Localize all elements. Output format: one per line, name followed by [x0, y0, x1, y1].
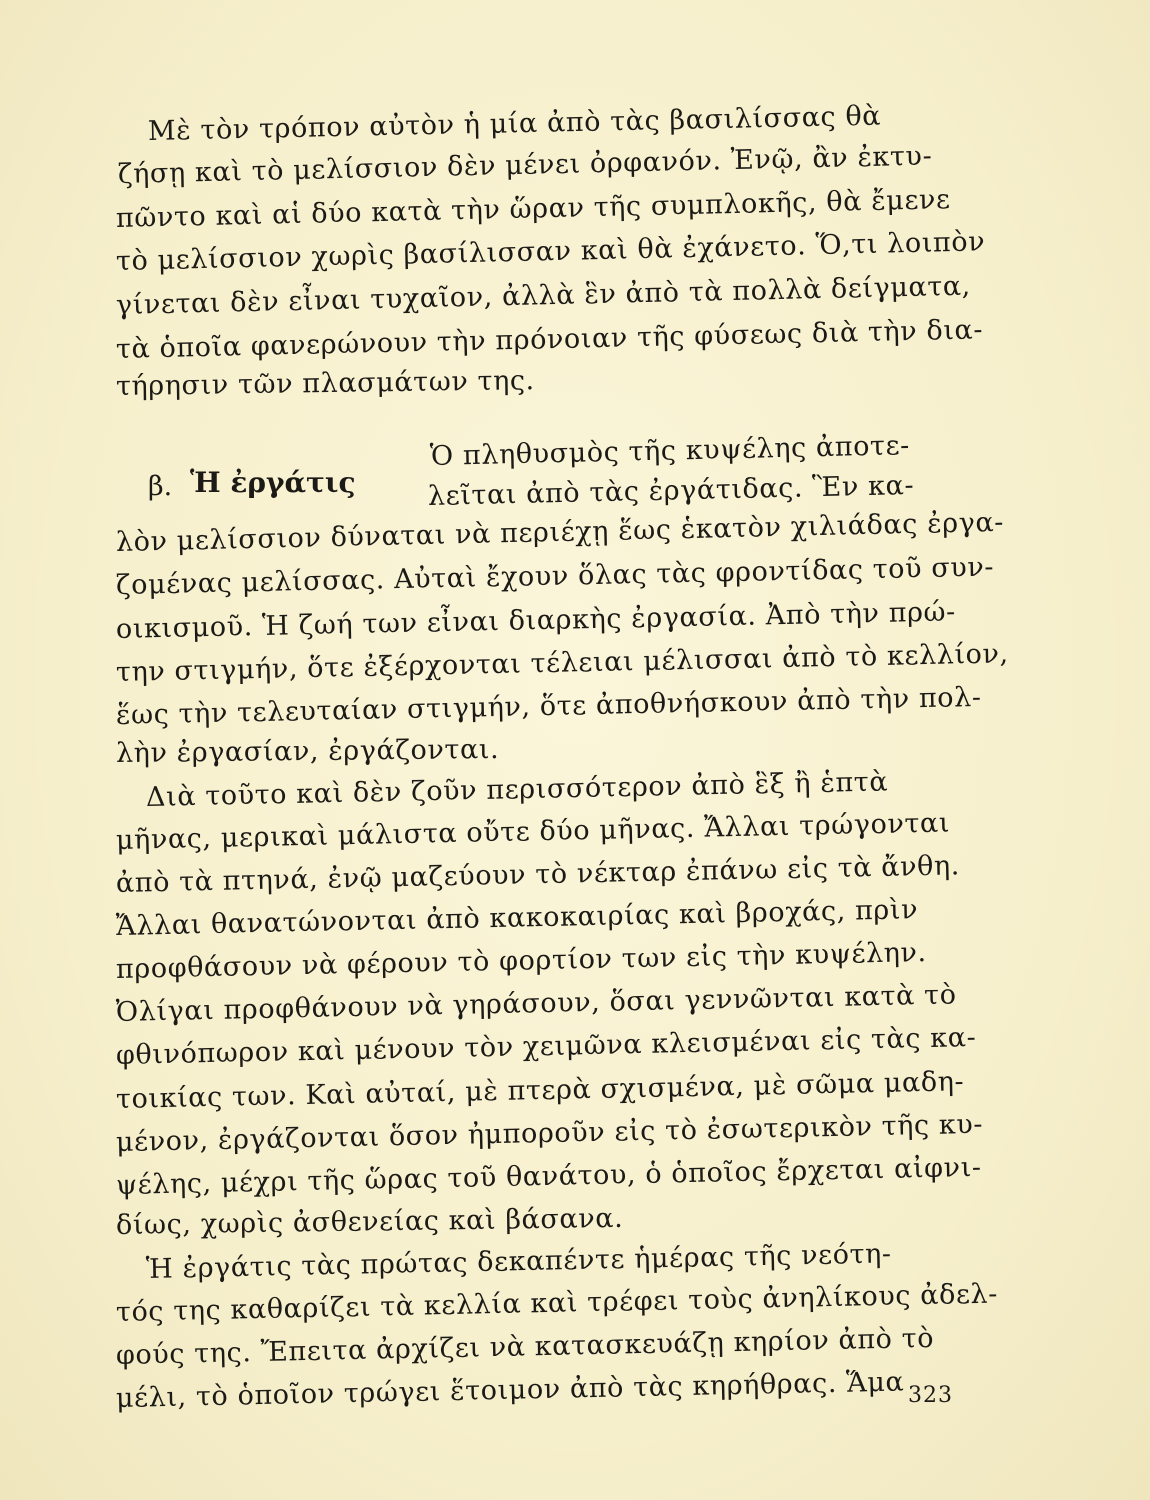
text-line-10: λὸν μελίσσιον δύναται νὰ περιέχῃ ἕως ἑκατὸν χιλιάδας ἐργα-	[115, 506, 1005, 558]
text-line-17: μῆνας, μερικαὶ μάλιστα οὔτε δύο μῆνας. Ἄλλαι τρώγονται	[115, 807, 951, 856]
text-line-26: δίως, χωρὶς ἀσθενείας καὶ βάσανα.	[115, 1202, 624, 1241]
text-line-4: τὸ μελίσσιον χωρὶς βασίλισσαν καὶ θὰ ἐχάνετο. Ὅ,τι λοιπὸν	[115, 226, 986, 277]
text-line-27: Ἡ ἐργάτις τὰς πρώτας δεκαπέντε ἡμέρας τῆς νεότη-	[145, 1238, 892, 1285]
text-line-14: ἕως τὴν τελευταίαν στιγμήν, ὅτε ἀποθνήσκουν ἀπὸ τὴν πολ-	[115, 681, 982, 731]
text-line-29: φούς της. Ἔπειτα ἀρχίζει νὰ κατασκευάζῃ κηρίον ἀπὸ τὸ	[115, 1322, 935, 1371]
text-line-1: Μὲ τὸν τρόπον αὐτὸν ἡ μία ἀπὸ τὰς βασιλίσσας θὰ	[147, 100, 882, 147]
text-line-11: ζομένας μελίσσας. Αὐταὶ ἔχουν ὅλας τὰς φροντίδας τοῦ συν-	[115, 551, 995, 601]
text-line-19: Ἄλλαι θανατώνονται ἀπὸ κακοκαιρίας καὶ βροχάς, πρὶν	[115, 894, 919, 942]
text-line-3: πῶντο καὶ αἱ δύο κατὰ τὴν ὥραν τῆς συμπλοκῆς, θὰ ἔμενε	[115, 184, 951, 234]
text-line-5: γίνεται δὲν εἶναι τυχαῖον, ἀλλὰ ἓν ἀπὸ τὰ πολλὰ δείγματα,	[115, 270, 972, 321]
text-line-8: Ὁ πληθυσμὸς τῆς κυψέλης ἀποτε-	[429, 430, 911, 472]
page-number: 323	[908, 1383, 953, 1408]
text-line-20: προφθάσουν νὰ φέρουν τὸ φορτίον των εἰς τὴν κυψέλην.	[115, 937, 928, 985]
text-line-7: τήρησιν τῶν πλασμάτων της.	[115, 365, 535, 402]
text-line-9: λεῖται ἀπὸ τὰς ἐργάτιδας. Ἓν κα-	[427, 469, 915, 512]
text-line-24: μένον, ἐργάζονται ὅσον ἠμποροῦν εἰς τὸ ἐσωτερικὸν τῆς κυ-	[115, 1108, 984, 1158]
text-line-23: τοικίας των. Καὶ αὐταί, μὲ πτερὰ σχισμένα, μὲ σῶμα μαδη-	[115, 1066, 965, 1115]
text-line-12: οικισμοῦ. Ἡ ζωή των εἶναι διαρκὴς ἐργασία. Ἀπὸ τὴν πρώ-	[115, 596, 957, 645]
text-line-6: τὰ ὁποῖα φανερώνουν τὴν πρόνοιαν τῆς φύσεως διὰ τὴν δια-	[115, 314, 984, 365]
text-line-15: λὴν ἐργασίαν, ἐργάζονται.	[115, 733, 500, 769]
text-line-2: ζήσῃ καὶ τὸ μελίσσιον δὲν μένει ὀρφανόν. Ἐνῷ, ἂν ἐκτυ-	[117, 140, 933, 190]
text-line-22: φθινόπωρον καὶ μένουν τὸν χειμῶνα κλεισμέναι εἰς τὰς κα-	[115, 1021, 977, 1071]
text-line-21: Ὀλίγαι προφθάνουν νὰ γηράσουν, ὅσαι γεννῶνται κατὰ τὸ	[115, 979, 957, 1028]
section-number: β.	[148, 471, 173, 502]
text-line-13: την στιγμήν, ὅτε ἐξέρχονται τέλειαι μέλισσαι ἀπὸ τὸ κελλίον,	[115, 638, 1010, 688]
text-line-18: ἀπὸ τὰ πτηνά, ἐνῷ μαζεύουν τὸ νέκταρ ἐπάνω εἰς τὰ ἄνθη.	[115, 850, 961, 899]
text-line-28: τός της καθαρίζει τὰ κελλία καὶ τρέφει τοὺς ἀνηλίκους ἀδελ-	[115, 1278, 999, 1328]
text-line-16: Διὰ τοῦτο καὶ δὲν ζοῦν περισσότερον ἀπὸ ἓξ ἢ ἑπτὰ	[145, 766, 889, 813]
text-line-25: ψέλης, μέχρι τῆς ὥρας τοῦ θανάτου, ὁ ὁποῖος ἔρχεται αἰφνι-	[115, 1151, 982, 1201]
section-title: Ἡ ἐργάτις	[190, 466, 356, 499]
text-line-30: μέλι, τὸ ὁποῖον τρώγει ἕτοιμον ἀπὸ τὰς κηρήθρας. Ἅμα	[115, 1366, 905, 1414]
